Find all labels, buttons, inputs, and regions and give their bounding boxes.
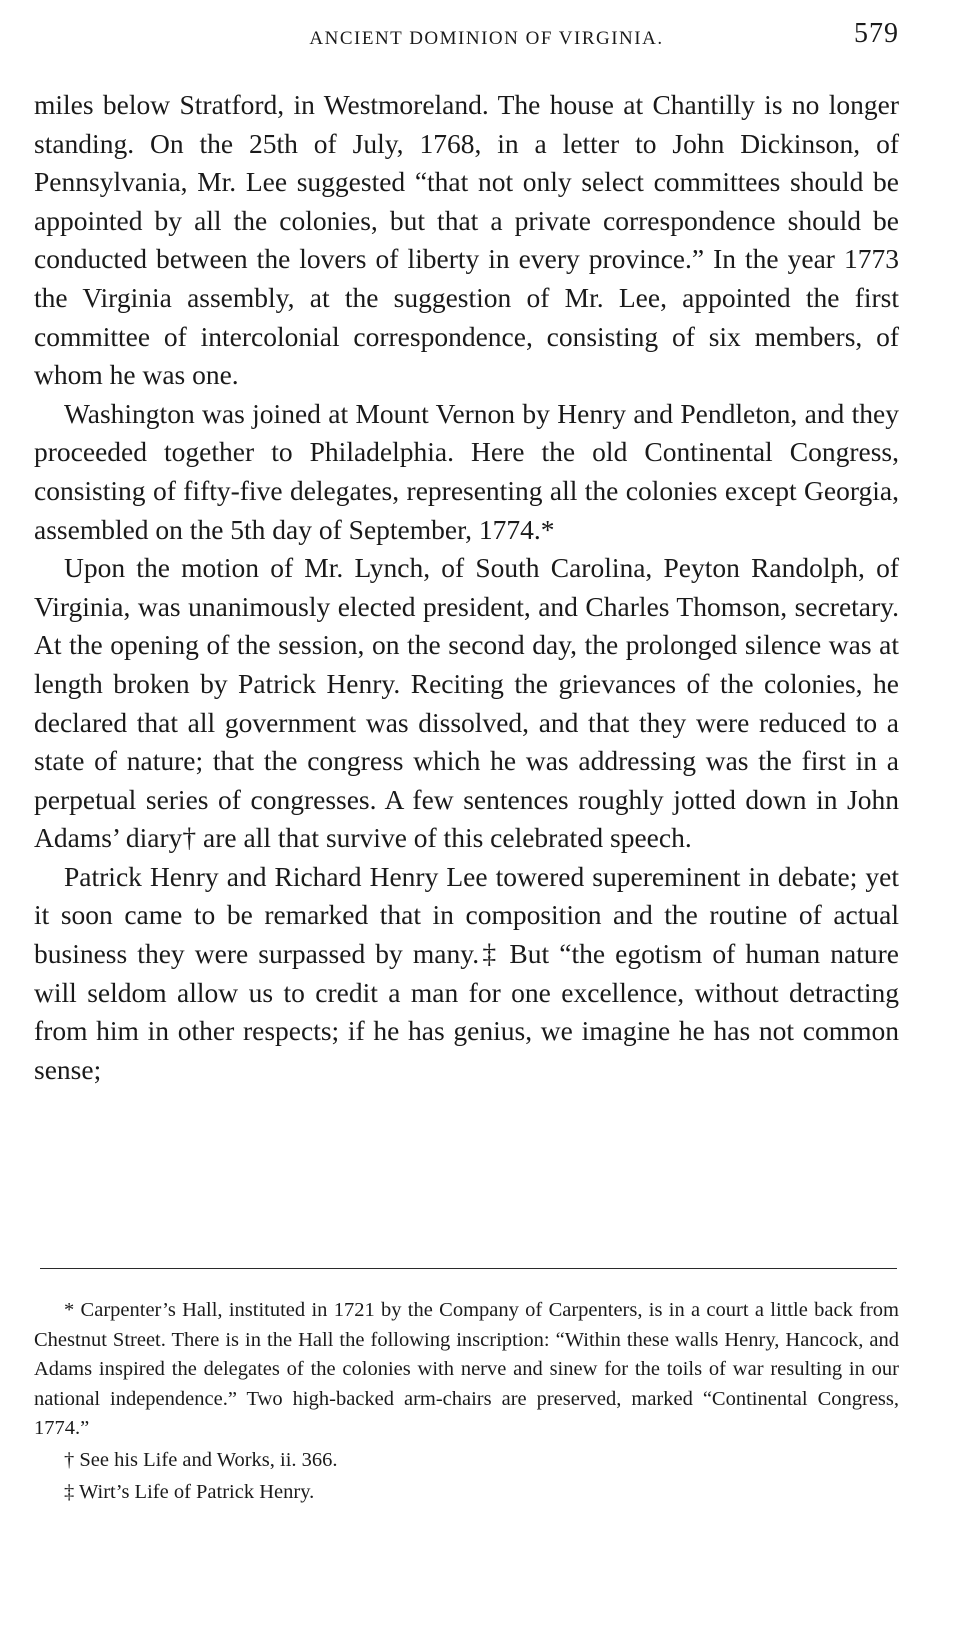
paragraph-continued: miles below Stratford, in Westmoreland. The house at Chantilly is no longer standing. On the 25th of July, 1768, in a letter to John Dickinson, of Pennsylvania, Mr. Lee suggested “that not only select committees should be appointed by all the colonies, but that a private correspondence should be conducted between the lovers of liberty in every province.” In the year 1773 the Virginia assembly, at the suggestion of Mr. Lee, appointed the first committee of intercolonial correspondence, consisting of six members, of whom he was one. (34, 89, 899, 391)
page-number: 579 (854, 18, 899, 49)
footnotes (34, 1296, 899, 1507)
paragraph-washington: Washington was joined at Mount Vernon by Henry and Pendleton, and they proceeded together to Philadelphia. Here the old Continental Congress, consisting of fifty-five delegates, representing all the colonies except Georgia, assembled on the 5th day of September, 1774.* (34, 397, 899, 545)
paragraph-lynch-motion: Upon the motion of Mr. Lynch, of South Carolina, Peyton Randolph, of Virginia, was unanimously elected president, and Charles Thomson, secretary. At the opening of the session, on the second day, the prolonged silence was at length broken by Patrick Henry. Reciting the grievances of the colonies, he declared that all government was dissolved, and that they were reduced to a state of nature; that the congress which he was addressing was the first in a perpetual series of congresses. A few sentences roughly jotted down in John Adams’ diary† are all that survive of this celebrated speech. (34, 552, 899, 854)
running-title: ANCIENT DOMINION OF VIRGINIA. (309, 28, 664, 49)
footnote-divider (40, 1268, 897, 1269)
footnote-double-dagger: ‡ Wirt’s Life of Patrick Henry. (64, 1480, 315, 1503)
running-head (34, 16, 899, 56)
footnote-star: * Carpenter’s Hall, instituted in 1721 by the Company of Carpenters, is in a court a little back from Chestnut Street. There is in the Hall the following inscription: “Within these walls Henry, Hancock, and Adams inspired the delegates of the colonies with nerve and sinew for the toils of war resulting in our national independence.” Two high-backed arm-chairs are preserved, marked “Continental Congress, 1774.” (34, 1299, 899, 1440)
body-text (34, 86, 899, 1089)
footnote-dagger: † See his Life and Works, ii. 366. (64, 1448, 338, 1471)
paragraph-henry-lee: Patrick Henry and Richard Henry Lee towered supereminent in debate; yet it soon came to be remarked that in composition and the routine of actual business they were surpassed by many.‡ But “the egotism of human nature will seldom allow us to credit a man for one excellence, without detracting from him in other respects; if he has genius, we imagine he has not common sense; (34, 860, 899, 1085)
